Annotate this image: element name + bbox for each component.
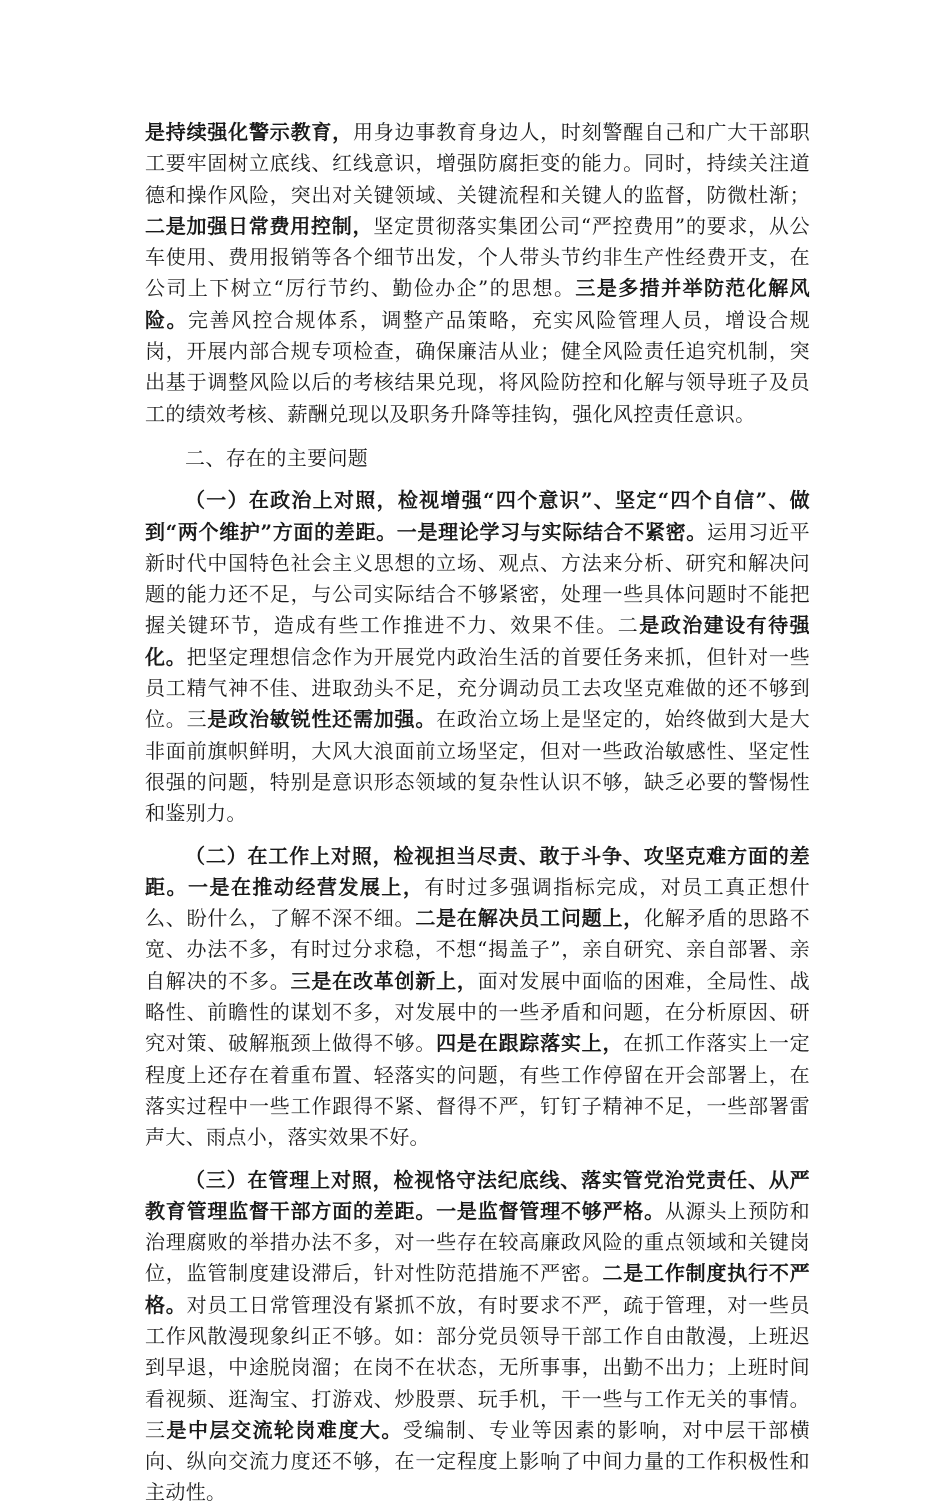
body-text: 受编制、专业等因素的影响，对中层干部横向、纵向交流力度还不够，在一定程度上影响了中间力量的工作积极性和主动性。 [145,1417,810,1505]
body-text: 在抓工作落实上一定程度上还存在着重布置、轻落实的问题，有些工作停留在开会部署上，在落实过程中一些工作跟得不紧、督得不严，钉钉子精神不足，一些部署雷声大、雨点小，落实效果不好。 [145,1031,810,1150]
paragraph-item-3 [145,1165,810,1509]
bold-phrase: 二是加强日常费用控制， [145,213,374,238]
body-text: 运用习近平新时代中国特色社会主义思想的立场、观点、方法来分析、研究和解决问题的能力还不足，与公司实际结合不够紧密，处理一些具体问题时不能把握关键环节，造成有些工作推进不力、效果不佳。二 [145,519,811,638]
body-text: 在政治立场上是坚定的，始终做到大是大非面前旗帜鲜明，大风大浪面前立场坚定，但对一些政治敏感性、坚定性很强的问题，特别是意识形态领域的复杂性认识不够，缺乏必要的警惕性和鉴别力。 [145,707,810,826]
paragraph-intro [145,117,810,430]
document-page [145,117,810,1509]
bold-phrase: 三是多措并举防范化解风险。 [145,276,810,332]
body-text: 用身边事教育身边人，时刻警醒自己和广大干部职工要牢固树立底线、红线意识，增强防腐拒变的能力。同时，持续关注道德和操作风险，突出对关键领域、关键流程和关键人的监督，防微杜渐； [145,120,810,207]
paragraph-item-1 [145,485,810,829]
body-text: 从源头上预防和治理腐败的举措办法不多，对一些存在较高廉政风险的重点领域和关键岗位，监管制度建设滞后，针对性防范措施不严密。 [145,1198,811,1286]
item-2-title: （二）在工作上对照，检视担当尽责、敢于斗争、攻坚克难方面的差距。一是在推动经营发展上， [145,843,810,899]
paragraph-item-2 [145,841,810,1154]
bold-phrase: 三是在改革创新上， [290,968,478,993]
body-text: 完善风控合规体系，调整产品策略，充实风险管理人员，增设合规岗，开展内部合规专项检查，确保廉洁从业；健全风险责任追究机制，突出基于调整风险以后的考核结果兑现，将风险防控和化解与领导班子及员工的绩效考核、薪酬兑现以及职务升降等挂钩，强化风控责任意识。 [145,307,810,426]
bold-phrase: 是持续强化警示教育， [145,120,353,144]
bold-phrase: 四是在跟踪落实上， [436,1031,624,1056]
body-text: 面对发展中面临的困难，全局性、战略性、前瞻性的谋划不多，对发展中的一些矛盾和问题，在分析原因、研究对策、破解瓶颈上做得不够。 [145,968,810,1056]
bold-phrase: 是中层交流轮岗难度大。 [166,1417,403,1442]
body-text: 化解矛盾的思路不宽、办法不多，有时过分求稳，不想“揭盖子”，亲自研究、亲自部署、亲自解决的不多。 [145,906,810,993]
section-heading: 二、存在的主要问题 [185,445,369,470]
item-3-title: （三）在管理上对照，检视恪守法纪底线、落实管党治党责任、从严教育管理监督干部方面的差距。一是监督管理不够严格。 [145,1167,810,1223]
bold-phrase: 二是工作制度执行不严格。 [145,1261,811,1317]
body-text: 对员工日常管理没有紧抓不放，有时要求不严，疏于管理，对一些员工作风散漫现象纠正不够。如：部分党员领导干部工作自由散漫，上班迟到早退，中途脱岗溜；在岗不在状态，无所事事，出勤不出力；上班时间看视频、逛淘宝、打游戏、炒股票、玩手机，干一些与工作无关的事情。三 [145,1292,810,1442]
bold-phrase: 是政治敏锐性还需加强。 [207,707,437,732]
bold-phrase: 二是在解决员工问题上， [415,906,645,931]
bold-phrase: 是政治建设有待强化。 [145,613,810,669]
body-text: 把坚定理想信念作为开展党内政治生活的首要任务来抓，但针对一些员工精气神不佳、进取劲头不足，充分调动员工去攻坚克难做的还不够到位。三 [145,644,810,732]
body-text: 坚定贯彻落实集团公司“严控费用”的要求，从公车使用、费用报销等各个细节出发，个人带头节约非生产性经费开支，在公司上下树立“厉行节约、勤俭办企”的思想。 [145,213,810,301]
item-1-title: （一）在政治上对照，检视增强“四个意识”、坚定“四个自信”、做到“两个维护”方面的差距。一是理论学习与实际结合不紧密。 [145,488,810,544]
body-text: 有时过多强调指标完成，对员工真正想什么、盼什么，了解不深不细。 [145,874,810,931]
